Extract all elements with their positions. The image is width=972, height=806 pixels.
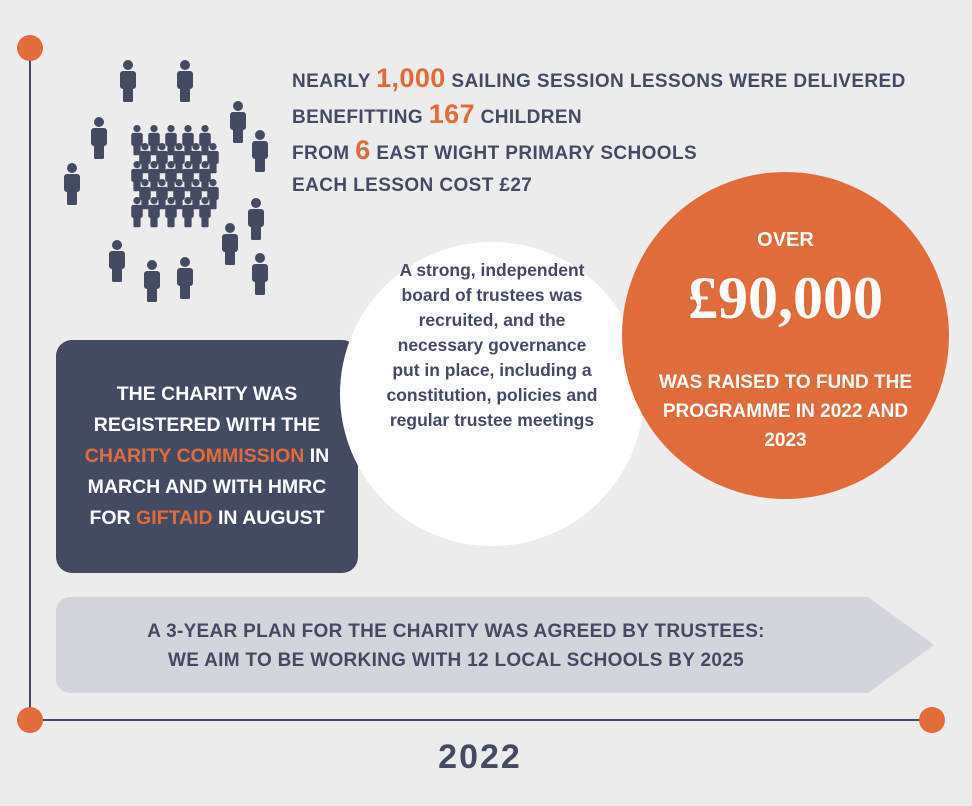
- person-figure: [207, 143, 219, 173]
- person-figure: [91, 117, 107, 159]
- charity-registration-text: THE CHARITY WAS REGISTERED WITH THE CHARITY COMMISSION IN MARCH AND WITH HMRC FOR GIFTAID IN AUGUST: [84, 383, 330, 529]
- stat-lesson-cost: EACH LESSON COST £27: [292, 175, 533, 196]
- person-figure: [139, 143, 151, 173]
- person-figure: [173, 143, 185, 173]
- person-figure: [131, 125, 143, 155]
- person-figure: [139, 179, 151, 209]
- person-figure: [207, 179, 219, 209]
- person-figure: [64, 163, 80, 205]
- board-text: A strong, independent board of trustees was recruited, and the necessary governance put in place, including a constitution, policies and regular trustee meetings: [386, 260, 598, 430]
- person-figure: [156, 179, 168, 209]
- person-figure: [165, 161, 177, 191]
- timeline-horizontal-axis: [29, 719, 932, 721]
- person-figure: [165, 125, 177, 155]
- stat-schools-number: 6: [355, 135, 371, 165]
- person-figure: [199, 125, 211, 155]
- person-figure: [148, 161, 160, 191]
- person-figure: [173, 179, 185, 209]
- person-figure: [199, 161, 211, 191]
- person-figure: [222, 223, 238, 265]
- plan-line-2: WE AIM TO BE WORKING WITH 12 LOCAL SCHOOLS BY 2025: [168, 650, 744, 671]
- person-figure: [177, 60, 193, 102]
- person-figure: [148, 197, 160, 227]
- person-figure: [131, 197, 143, 227]
- funding-caption: WAS RAISED TO FUND THE PROGRAMME IN 2022 AND 2023: [659, 372, 912, 451]
- stats-block: [292, 60, 962, 204]
- funding-amount: £90,000: [688, 265, 883, 331]
- charity-commission-highlight: CHARITY COMMISSION: [84, 445, 305, 467]
- person-figure: [182, 197, 194, 227]
- person-figure: [131, 161, 143, 191]
- stat-lessons-number: 1,000: [376, 63, 446, 93]
- plan-arrow-banner: [56, 597, 934, 693]
- plan-line-1: A 3-YEAR PLAN FOR THE CHARITY WAS AGREED BY TRUSTEES:: [147, 621, 765, 642]
- person-figure: [190, 143, 202, 173]
- person-figure: [252, 130, 268, 172]
- funding-over-label: OVER: [757, 229, 814, 251]
- giftaid-highlight: GIFTAID: [136, 507, 213, 529]
- stat-children: BENEFITTING 167 CHILDREN: [292, 99, 583, 129]
- timeline-dot-top: [17, 35, 43, 61]
- timeline-vertical-axis: [29, 48, 31, 720]
- person-figure: [182, 161, 194, 191]
- person-figure: [177, 257, 193, 299]
- stat-schools: FROM 6 EAST WIGHT PRIMARY SCHOOLS: [292, 135, 698, 165]
- person-figure: [248, 198, 264, 240]
- person-figure: [199, 197, 211, 227]
- year-label: 2022: [438, 738, 522, 776]
- people-group-icon: [55, 55, 285, 320]
- plan-text: [56, 617, 856, 675]
- charity-registration-box: [56, 340, 358, 573]
- stat-lessons: NEARLY 1,000 SAILING SESSION LESSONS WERE DELIVERED: [292, 63, 906, 93]
- person-figure: [120, 60, 136, 102]
- person-figure: [148, 125, 160, 155]
- person-figure: [190, 179, 202, 209]
- timeline-dot-bottom-right: [919, 707, 945, 733]
- person-figure: [156, 143, 168, 173]
- person-figure: [230, 101, 246, 143]
- timeline-dot-bottom-left: [17, 707, 43, 733]
- person-figure: [182, 125, 194, 155]
- person-figure: [109, 240, 125, 282]
- funding-circle: [622, 172, 949, 499]
- person-figure: [144, 260, 160, 302]
- person-figure: [165, 197, 177, 227]
- stat-children-number: 167: [428, 99, 475, 129]
- person-figure: [252, 253, 268, 295]
